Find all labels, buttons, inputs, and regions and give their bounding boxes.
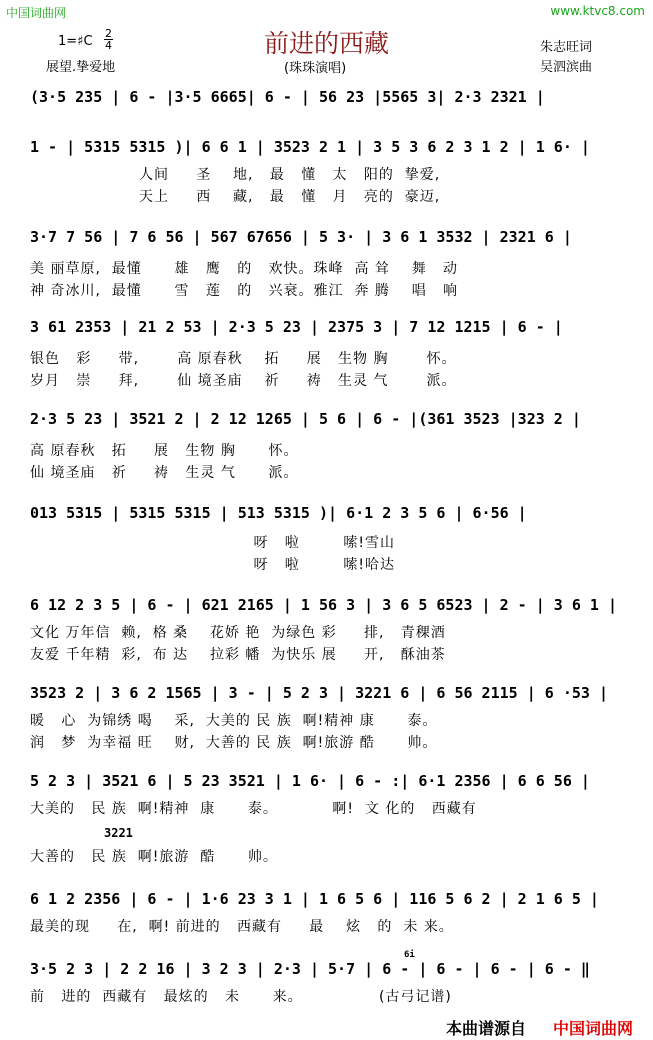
lyric-verse-1: 银色 彩 带, 高 原春秋 拓 展 生物 胸 怀。 [30,351,457,367]
lyric-verse-2: 仙 境圣庙 祈 祷 生灵 气 派。 [30,465,299,481]
time-signature-bottom: 4 [105,39,112,52]
song-title: 前进的西藏 [263,29,389,58]
lyric-verse-1: 文化 万年信 赖, 格 桑 花娇 艳 为绿色 彩 排, 青稞酒 [30,625,446,641]
subtitle-left: 展望.挚爱地 [46,60,116,75]
footer-site-name: 中国词曲网 [553,1019,634,1038]
notation-line: 3523 2 | 3 6 2 1565 | 3 - | 5 2 3 | 3221 6 | 6 56 2115 | 6 ·53 | [30,684,608,702]
notation-line: (3·5 235 | 6 - |3·5 6665| 6 - | 56 23 |5565 3| 2·3 2321 | [30,88,545,106]
lyric-verse-2: 呀 啦 嗦!哈达 [30,557,396,573]
notation-line: 013 5315 | 5315 5315 | 513 5315 )| 6·1 2 3 5 6 | 6·56 | [30,504,527,522]
singer: (珠珠演唱) [284,61,347,76]
key-signature: 1=♯C [58,34,93,49]
notation-line: 1 - | 5315 5315 )| 6 6 1 | 3523 2 1 | 3 5 3 6 2 3 1 2 | 1 6· | [30,138,590,156]
lyric-verse-1: 暖 心 为锦绣 喝 采, 大美的 民 族 啊!精神 康 泰。 [30,713,438,729]
watermark-right: www.ktvc8.com [550,4,645,18]
lyric-verse-2: 大善的 民 族 啊!旅游 酷 帅。 [30,849,278,865]
lyric-verse-2: 神 奇冰川, 最懂 雪 莲 的 兴衰。雅江 奔 腾 唱 响 [30,283,459,299]
notation-line: 3·5 2 3 | 2 2 16 | 3 2 3 | 2·3 | 5·7 | 6 - | 6 - | 6 - | 6 - ‖ [30,960,590,978]
lyric-verse-1: 美 丽草原, 最懂 雄 鹰 的 欢快。珠峰 高 耸 舞 动 [30,261,459,277]
lyric-verse-2: 润 梦 为幸福 旺 财, 大善的 民 族 啊!旅游 酷 帅。 [30,735,438,751]
alternate-notes: 3221 [104,826,133,840]
grace-note: 6i [404,950,415,960]
lyric-verse-2: 岁月 崇 拜, 仙 境圣庙 祈 祷 生灵 气 派。 [30,373,457,389]
lyric-verse-1: 最美的现 在, 啊! 前进的 西藏有 最 炫 的 未 来。 [30,919,454,935]
notation-line: 6 1 2 2356 | 6 - | 1·6 23 3 1 | 1 6 5 6 | 116 5 6 2 | 2 1 6 5 | [30,890,599,908]
time-signature-top: 2 [105,27,112,40]
lyric-verse-1: 大美的 民 族 啊!精神 康 泰。 啊! 文 化的 西藏有 [30,801,477,817]
time-signature [104,28,113,51]
footer-source-label: 本曲谱源自 [446,1019,527,1038]
notation-line: 3·7 7 56 | 7 6 56 | 567 67656 | 5 3· | 3 6 1 3532 | 2321 6 | [30,228,572,246]
lyricist: 朱志旺词 [540,40,593,55]
lyric-verse-1: 高 原春秋 拓 展 生物 胸 怀。 [30,443,299,459]
notation-line: 5 2 3 | 3521 6 | 5 23 3521 | 1 6· | 6 - :| 6·1 2356 | 6 6 56 | [30,772,590,790]
composer: 吴泗滨曲 [540,60,593,75]
lyric-verse-1: 前 进的 西藏有 最炫的 未 来。 (古弓记谱) [30,989,452,1005]
lyric-verse-2: 友爱 千年精 彩, 布 达 拉彩 幡 为快乐 展 开, 酥油茶 [30,647,446,663]
notation-line: 2·3 5 23 | 3521 2 | 2 12 1265 | 5 6 | 6 - |(361 3523 |323 2 | [30,410,581,428]
lyric-verse-1: 人间 圣 地, 最 懂 太 阳的 挚爱, [30,167,441,183]
notation-line: 3 61 2353 | 21 2 53 | 2·3 5 23 | 2375 3 | 7 12 1215 | 6 - | [30,318,563,336]
lyric-verse-1: 呀 啦 嗦!雪山 [30,535,396,551]
watermark-left: 中国词曲网 [6,6,67,20]
lyric-verse-2: 天上 西 藏, 最 懂 月 亮的 豪迈, [30,189,441,205]
notation-line: 6 12 2 3 5 | 6 - | 621 2165 | 1 56 3 | 3 6 5 6523 | 2 - | 3 6 1 | [30,596,617,614]
